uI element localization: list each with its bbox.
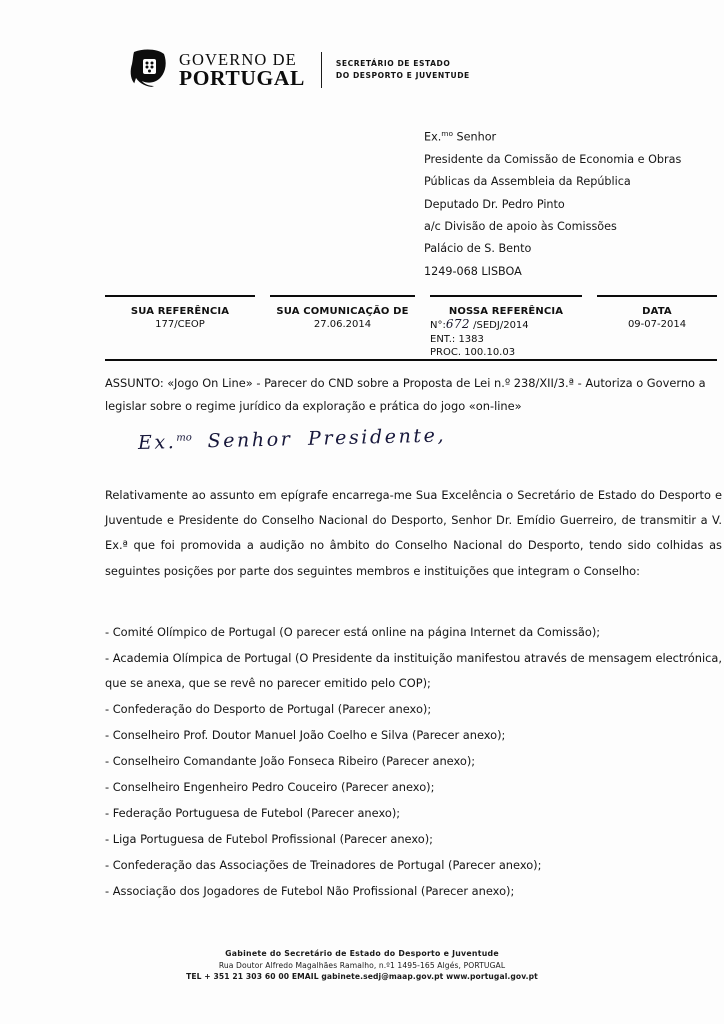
list-item: - Academia Olímpica de Portugal (O Presidente da instituição manifestou através de mensagem electrónica, que se anexa, que se revê no parecer emitido pelo COP);: [105, 651, 722, 690]
ref-column-sua-referencia: [105, 305, 255, 360]
ref-column-sua-comunicacao-de: [270, 305, 415, 360]
subject-line: ASSUNTO: «Jogo On Line» - Parecer do CND sobre a Proposta de Lei n.º 238/XII/3.ª - Autoriza o Governo a legislar sobre o regime jurídico da exploração e prática do jogo «on-line»: [105, 376, 706, 413]
greeting-prefix: Ex.: [137, 431, 177, 454]
addressee-line-7: 1249-068 LISBOA: [424, 264, 522, 278]
ref-numero-suffix: /SEDJ/2014: [469, 320, 529, 331]
wordmark-line-portugal: PORTUGAL: [179, 66, 305, 91]
rule-col-3: [430, 295, 582, 297]
list-item: - Confederação das Associações de Treinadores de Portugal (Parecer anexo);: [105, 857, 542, 872]
rule-col-4: [597, 295, 717, 297]
entity-list: [105, 620, 722, 905]
list-item: - Conselheiro Comandante João Fonseca Ribeiro (Parecer anexo);: [105, 753, 476, 768]
addressee-salutation-suffix: Senhor: [452, 130, 497, 144]
addressee-block: [424, 123, 714, 283]
addressee-salutation-superscript: mo: [441, 129, 453, 138]
ref-value-sua-referencia: 177/CEOP: [155, 319, 205, 330]
addressee-line-1: [424, 123, 714, 149]
portugal-shield-icon: [128, 48, 170, 92]
ref-header-sua-comunicacao-de: SUA COMUNICAÇÃO DE: [276, 306, 409, 317]
ref-header-data: DATA: [642, 306, 672, 317]
rule-col-2: [270, 295, 415, 297]
ref-value-data: 09-07-2014: [627, 319, 687, 330]
list-item: - Conselheiro Prof. Doutor Manuel João Coelho e Silva (Parecer anexo);: [105, 727, 506, 742]
addressee-salutation-prefix: Ex.: [424, 130, 442, 144]
rule-col-1: [105, 295, 255, 297]
reference-table-bottom-rule: [105, 359, 717, 361]
letterhead: [128, 46, 470, 94]
ref-value-processo: PROC. 100.10.03: [430, 347, 516, 358]
ref-header-nossa-referencia: NOSSA REFERÊNCIA: [448, 306, 564, 317]
reference-table-columns: [105, 298, 717, 360]
government-wordmark: [179, 50, 305, 91]
addressee-line-3: Públicas da Assembleia da República: [424, 175, 631, 189]
footer-office-name: Gabinete do Secretário de Estado do Desporto e Juventude: [225, 949, 499, 958]
list-item: - Associação dos Jogadores de Futebol Não Profissional (Parecer anexo);: [105, 883, 515, 898]
greeting-superscript: mo: [176, 432, 192, 444]
body-paragraph: Relativamente ao assunto em epígrafe encarrega-me Sua Excelência o Secretário de Estado do Desporto e Juventude e Presidente do Conselho Nacional do Desporto, Senhor Dr. Emídio Guerreiro, de transmitir a V. Ex.ª que foi promovida a audição no âmbito do Conselho Nacional do Desporto, tendo sido colhidas as seguintes posições por parte dos seguintes membros e instituições que integram o Conselho:: [105, 488, 722, 578]
addressee-line-5: a/c Divisão de apoio às Comissões: [424, 219, 617, 233]
greeting-suffix: Senhor Presidente,: [191, 424, 447, 453]
ref-column-data: [597, 305, 717, 360]
handwritten-greeting: [138, 424, 447, 454]
addressee-line-4: Deputado Dr. Pedro Pinto: [424, 197, 565, 211]
page-footer: [0, 948, 724, 983]
ministry-line-2: DO DESPORTO E JUVENTUDE: [335, 71, 470, 80]
ref-value-sua-comunicacao-de: 27.06.2014: [313, 319, 372, 330]
ref-column-nossa-referencia: [430, 305, 582, 360]
ministry-line-1: SECRETÁRIO DE ESTADO: [335, 59, 451, 69]
addressee-line-2: Presidente da Comissão de Economia e Obras: [424, 153, 682, 167]
ref-value-entrada: ENT.: 1383: [430, 333, 484, 345]
ministry-name: [336, 58, 470, 82]
addressee-line-6: Palácio de S. Bento: [424, 242, 532, 256]
wordmark-line-governo: GOVERNO DE: [179, 49, 297, 69]
ref-numero-handwritten: 672: [445, 317, 470, 331]
reference-table: [105, 295, 717, 360]
list-item: - Comité Olímpico de Portugal (O parecer está online na página Internet da Comissão);: [105, 625, 601, 639]
letterhead-divider: [321, 52, 322, 88]
ref-header-sua-referencia: SUA REFERÊNCIA: [130, 306, 230, 317]
list-item: - Confederação do Desporto de Portugal (Parecer anexo);: [105, 701, 432, 716]
footer-contacts: TEL + 351 21 303 60 00 EMAIL gabinete.sedj@maap.gov.pt www.portugal.gov.pt: [186, 972, 538, 981]
ref-value-nossa-referencia-numero: [430, 318, 582, 333]
list-item: - Federação Portuguesa de Futebol (Parecer anexo);: [105, 805, 401, 820]
ref-numero-prefix: N°:: [430, 320, 446, 331]
footer-address: Rua Doutor Alfredo Magalhães Ramalho, n.º1 1495-165 Algés, PORTUGAL: [218, 960, 506, 970]
list-item: - Conselheiro Engenheiro Pedro Couceiro (Parecer anexo);: [105, 779, 435, 794]
list-item: - Liga Portuguesa de Futebol Profissional (Parecer anexo);: [105, 831, 434, 846]
